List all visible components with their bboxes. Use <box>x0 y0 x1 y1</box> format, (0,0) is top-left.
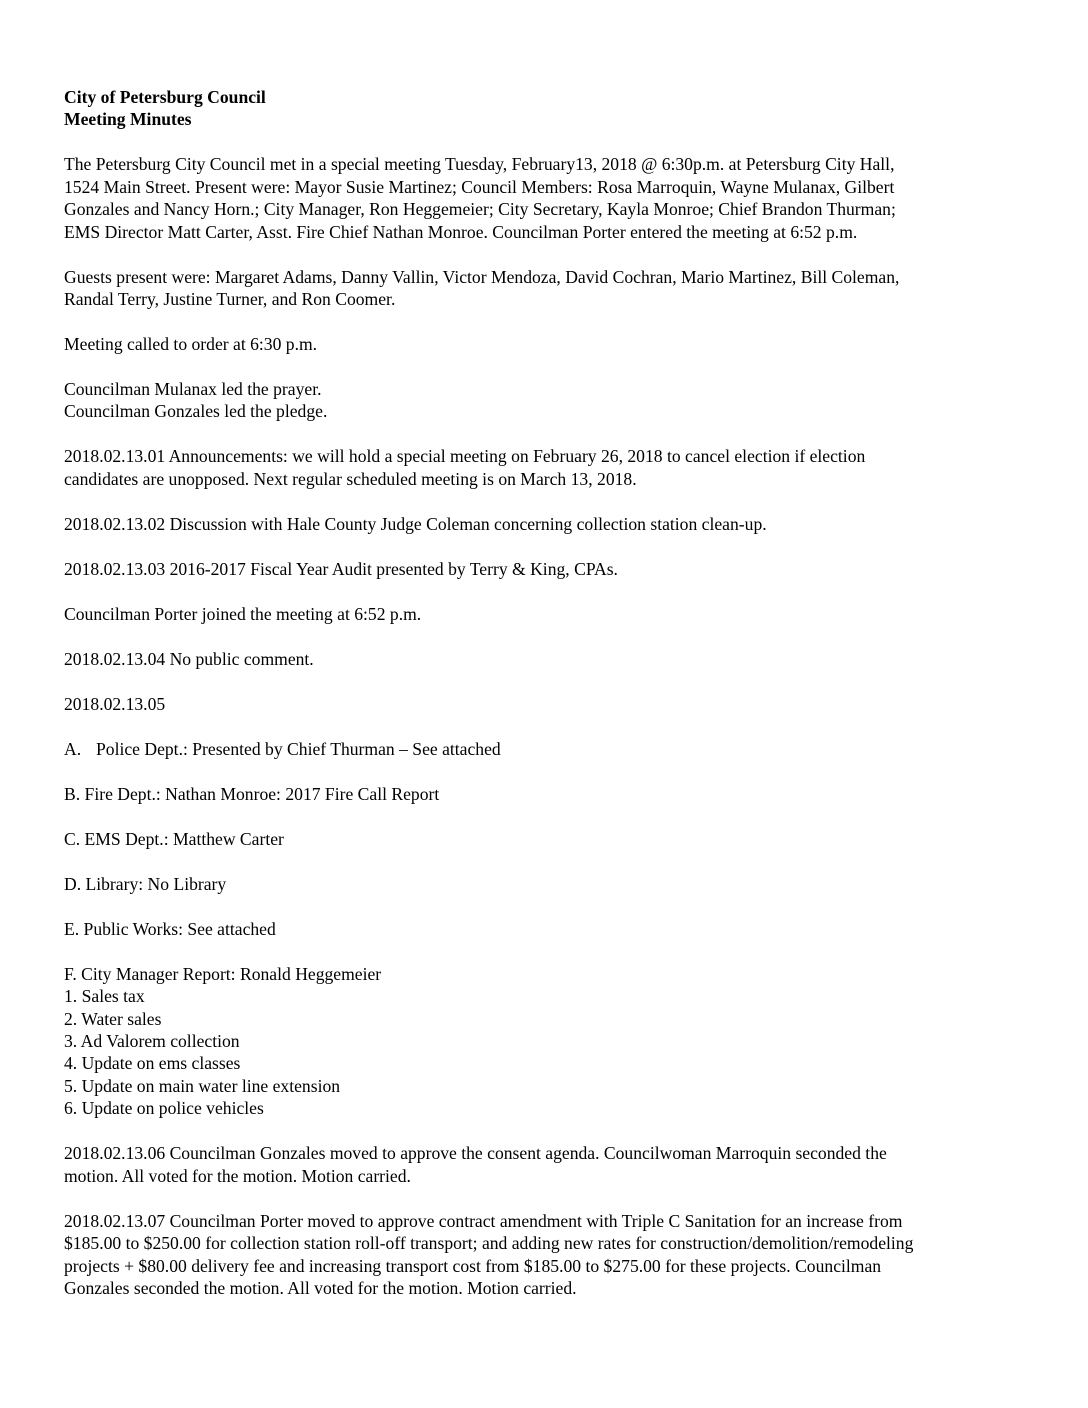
report-library <box>64 873 1024 895</box>
item-announcements <box>64 445 1024 490</box>
document-page <box>64 86 1024 1299</box>
item-reports-heading <box>64 693 1024 715</box>
list-item: 2. Water sales <box>64 1008 162 1029</box>
call-to-order <box>64 333 1024 355</box>
intro-line: EMS Director Matt Carter, Asst. Fire Chief Nathan Monroe. Councilman Porter entered the meeting at 6:52 p.m. <box>64 221 858 242</box>
porter-joined-text: Councilman Porter joined the meeting at 6:52 p.m. <box>64 603 422 624</box>
list-item: 6. Update on police vehicles <box>64 1098 264 1119</box>
prayer-text: Councilman Mulanax led the prayer. <box>64 379 322 400</box>
report-city-manager <box>64 963 1024 1120</box>
document-title <box>64 86 1024 131</box>
porter-joined <box>64 603 1024 625</box>
guests-line: Guests present were: Margaret Adams, Danny Vallin, Victor Mendoza, David Cochran, Mario Martinez, Bill Coleman, <box>64 266 900 287</box>
item01-line: candidates are unopposed. Next regular scheduled meeting is on March 13, 2018. <box>64 468 637 489</box>
pledge-text: Councilman Gonzales led the pledge. <box>64 401 328 422</box>
item05-heading: 2018.02.13.05 <box>64 693 166 714</box>
item-consent-agenda <box>64 1142 1024 1187</box>
item07-line: projects + $80.00 delivery fee and increasing transport cost from $185.00 to $275.00 for these projects. Councilman <box>64 1255 882 1276</box>
list-item: 5. Update on main water line extension <box>64 1075 341 1096</box>
list-item: 4. Update on ems classes <box>64 1053 241 1074</box>
item-contract-amendment <box>64 1210 1024 1300</box>
report-library-text: D. Library: No Library <box>64 873 227 894</box>
list-item: 3. Ad Valorem collection <box>64 1031 240 1052</box>
item-public-comment <box>64 648 1024 670</box>
report-public-works <box>64 918 1024 940</box>
report-police-letter: A. <box>64 738 82 759</box>
report-city-manager-text: F. City Manager Report: Ronald Heggemeier <box>64 963 382 984</box>
report-fire-text: B. Fire Dept.: Nathan Monroe: 2017 Fire Call Report <box>64 783 440 804</box>
item01-line: 2018.02.13.01 Announcements: we will hold a special meeting on February 26, 2018 to cancel election if election <box>64 446 866 467</box>
item06-line: motion. All voted for the motion. Motion carried. <box>64 1165 411 1186</box>
item04-text: 2018.02.13.04 No public comment. <box>64 648 314 669</box>
intro-paragraph <box>64 153 1024 243</box>
report-ems-text: C. EMS Dept.: Matthew Carter <box>64 828 284 849</box>
item07-line: Gonzales seconded the motion. All voted for the motion. Motion carried. <box>64 1277 577 1298</box>
item-audit <box>64 558 1024 580</box>
title-minutes: Meeting Minutes <box>64 109 192 130</box>
item02-text: 2018.02.13.02 Discussion with Hale County Judge Coleman concerning collection station clean-up. <box>64 513 767 534</box>
title-council: City of Petersburg Council <box>64 87 266 107</box>
item06-line: 2018.02.13.06 Councilman Gonzales moved to approve the consent agenda. Councilwoman Marroquin seconded the <box>64 1143 887 1164</box>
report-police-line <box>64 738 1024 760</box>
report-police <box>64 738 1024 760</box>
item07-line: $185.00 to $250.00 for collection station roll-off transport; and adding new rates for construction/demolition/remodeling <box>64 1233 914 1254</box>
guests-line: Randal Terry, Justine Turner, and Ron Coomer. <box>64 289 396 310</box>
report-police-text: Police Dept.: Presented by Chief Thurman – See attached <box>96 738 501 759</box>
item-discussion <box>64 513 1024 535</box>
intro-line: 1524 Main Street. Present were: Mayor Susie Martinez; Council Members: Rosa Marroquin, Wayne Mulanax, Gilbert <box>64 176 895 197</box>
intro-line: Gonzales and Nancy Horn.; City Manager, Ron Heggemeier; City Secretary, Kayla Monroe; Chief Brandon Thurman; <box>64 199 896 220</box>
report-ems <box>64 828 1024 850</box>
report-public-works-text: E. Public Works: See attached <box>64 918 276 939</box>
guests-paragraph <box>64 266 1024 311</box>
list-item: 1. Sales tax <box>64 986 145 1007</box>
prayer-pledge <box>64 378 1024 423</box>
call-to-order-text: Meeting called to order at 6:30 p.m. <box>64 334 318 355</box>
item03-text: 2018.02.13.03 2016-2017 Fiscal Year Audit presented by Terry & King, CPAs. <box>64 558 618 579</box>
report-fire <box>64 783 1024 805</box>
intro-line: The Petersburg City Council met in a special meeting Tuesday, February13, 2018 @ 6:30p.m. at Petersburg City Hall, <box>64 154 895 175</box>
item07-line: 2018.02.13.07 Councilman Porter moved to approve contract amendment with Triple C Sanitation for an increase from <box>64 1210 903 1231</box>
